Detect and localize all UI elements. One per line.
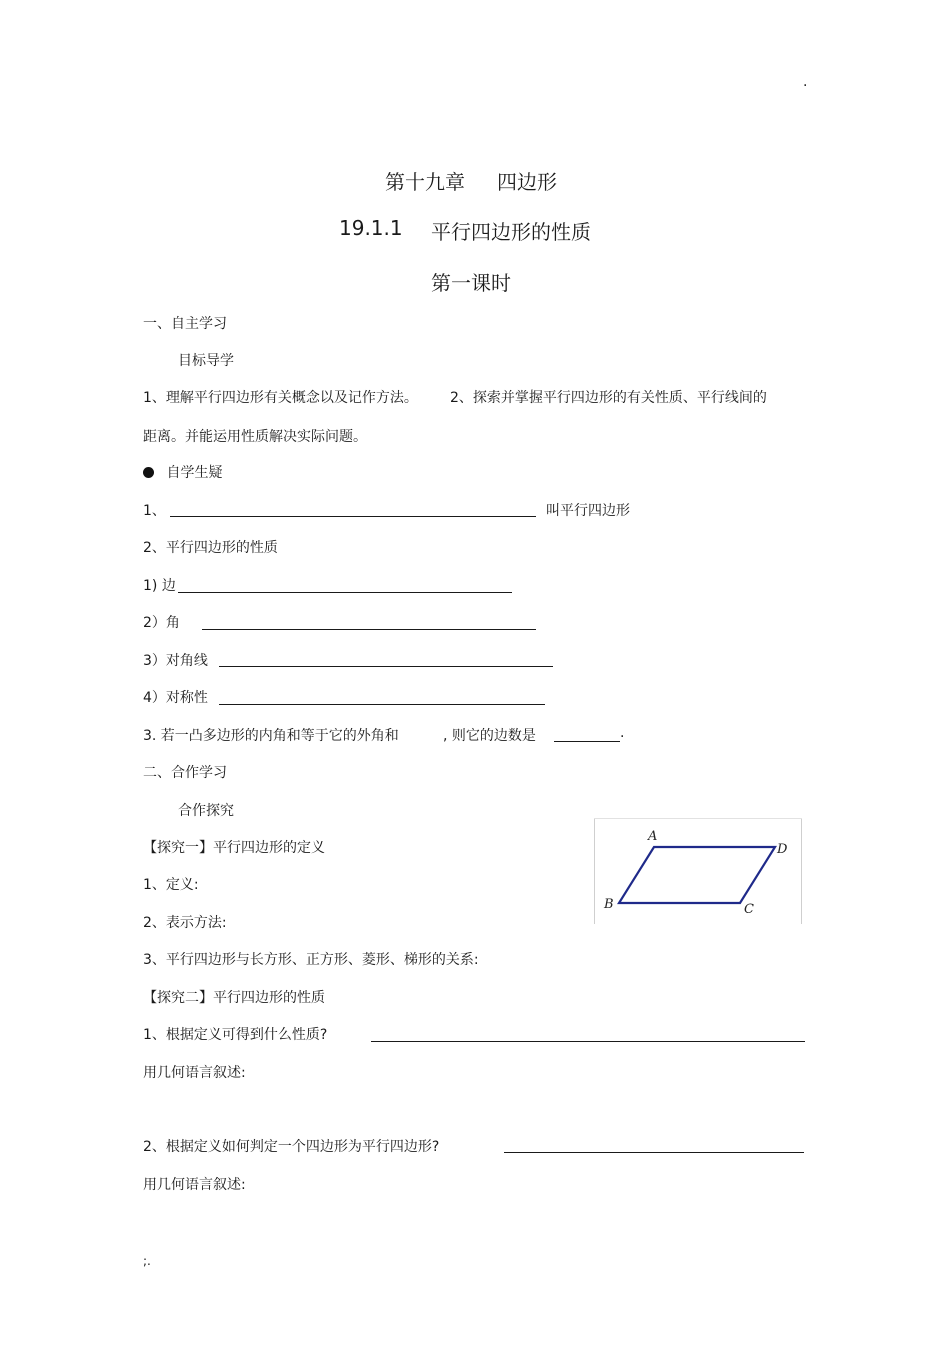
lesson-title: 第一课时 bbox=[431, 271, 511, 295]
question-1-prefix: 1、 bbox=[143, 503, 166, 519]
coop-heading: 合作探究 bbox=[178, 803, 234, 819]
self-study-heading bbox=[143, 462, 222, 482]
part2-heading: 二、合作学习 bbox=[143, 765, 227, 781]
property-diagonals: 3）对角线 bbox=[143, 653, 208, 669]
section-title: 平行四边形的性质 bbox=[431, 220, 591, 244]
explore-1-relationship: 3、平行四边形与长方形、正方形、菱形、梯形的关系: bbox=[143, 952, 479, 968]
self-study-label: 自学生疑 bbox=[166, 465, 223, 481]
vertex-label-d: D bbox=[777, 842, 788, 857]
question-3-part-a: 3. 若一凸多边形的内角和等于它的外角和 bbox=[143, 728, 399, 744]
goal-2-continued: 距离。并能运用性质解决实际问题。 bbox=[143, 429, 367, 445]
parallelogram-figure bbox=[594, 818, 802, 924]
vertex-label-c: C bbox=[744, 902, 754, 917]
answer-line-symmetry[interactable] bbox=[219, 704, 545, 705]
corner-mark: . bbox=[803, 74, 808, 90]
bullet-icon bbox=[143, 467, 154, 478]
part1-heading: 一、自主学习 bbox=[143, 316, 227, 332]
property-symmetry: 4）对称性 bbox=[143, 690, 208, 706]
footer-mark: ;. bbox=[143, 1254, 151, 1268]
answer-line-sides[interactable] bbox=[178, 592, 512, 593]
chapter-number: 第十九章 bbox=[385, 170, 465, 194]
answer-line-e2-1[interactable] bbox=[371, 1041, 805, 1042]
question-2: 2、平行四边形的性质 bbox=[143, 540, 278, 556]
answer-line-q3[interactable] bbox=[554, 741, 620, 742]
chapter-title: 四边形 bbox=[497, 170, 557, 194]
explore-2-question-2: 2、根据定义如何判定一个四边形为平行四边形? bbox=[143, 1139, 440, 1155]
answer-line-angles[interactable] bbox=[202, 629, 536, 630]
explore-1-notation: 2、表示方法: bbox=[143, 915, 227, 931]
property-sides: 1) 边 bbox=[143, 578, 176, 594]
property-angles: 2）角 bbox=[143, 615, 180, 631]
question-3-part-b: , 则它的边数是 bbox=[443, 728, 536, 744]
goal-heading: 目标导学 bbox=[178, 353, 234, 369]
goal-2: 2、探索并掌握平行四边形的有关性质、平行线间的 bbox=[450, 390, 767, 406]
explore-1-definition: 1、定义: bbox=[143, 877, 199, 893]
question-1-suffix: 叫平行四边形 bbox=[546, 503, 630, 519]
question-3-end: . bbox=[620, 725, 625, 741]
vertex-label-b: B bbox=[604, 897, 614, 912]
geometry-language-1: 用几何语言叙述: bbox=[143, 1065, 246, 1081]
answer-line-e2-2[interactable] bbox=[504, 1152, 804, 1153]
geometry-language-2: 用几何语言叙述: bbox=[143, 1177, 246, 1193]
answer-line-diagonals[interactable] bbox=[219, 666, 553, 667]
section-number: 19.1.1 bbox=[339, 216, 403, 240]
goal-1: 1、理解平行四边形有关概念以及记作方法。 bbox=[143, 390, 418, 406]
explore-2-question-1: 1、根据定义可得到什么性质? bbox=[143, 1027, 328, 1043]
explore-1-heading: 【探究一】平行四边形的定义 bbox=[143, 840, 325, 856]
vertex-label-a: A bbox=[648, 829, 658, 844]
parallelogram-abcd bbox=[619, 847, 775, 903]
answer-line-q1[interactable] bbox=[170, 516, 536, 517]
explore-2-heading: 【探究二】平行四边形的性质 bbox=[143, 990, 325, 1006]
